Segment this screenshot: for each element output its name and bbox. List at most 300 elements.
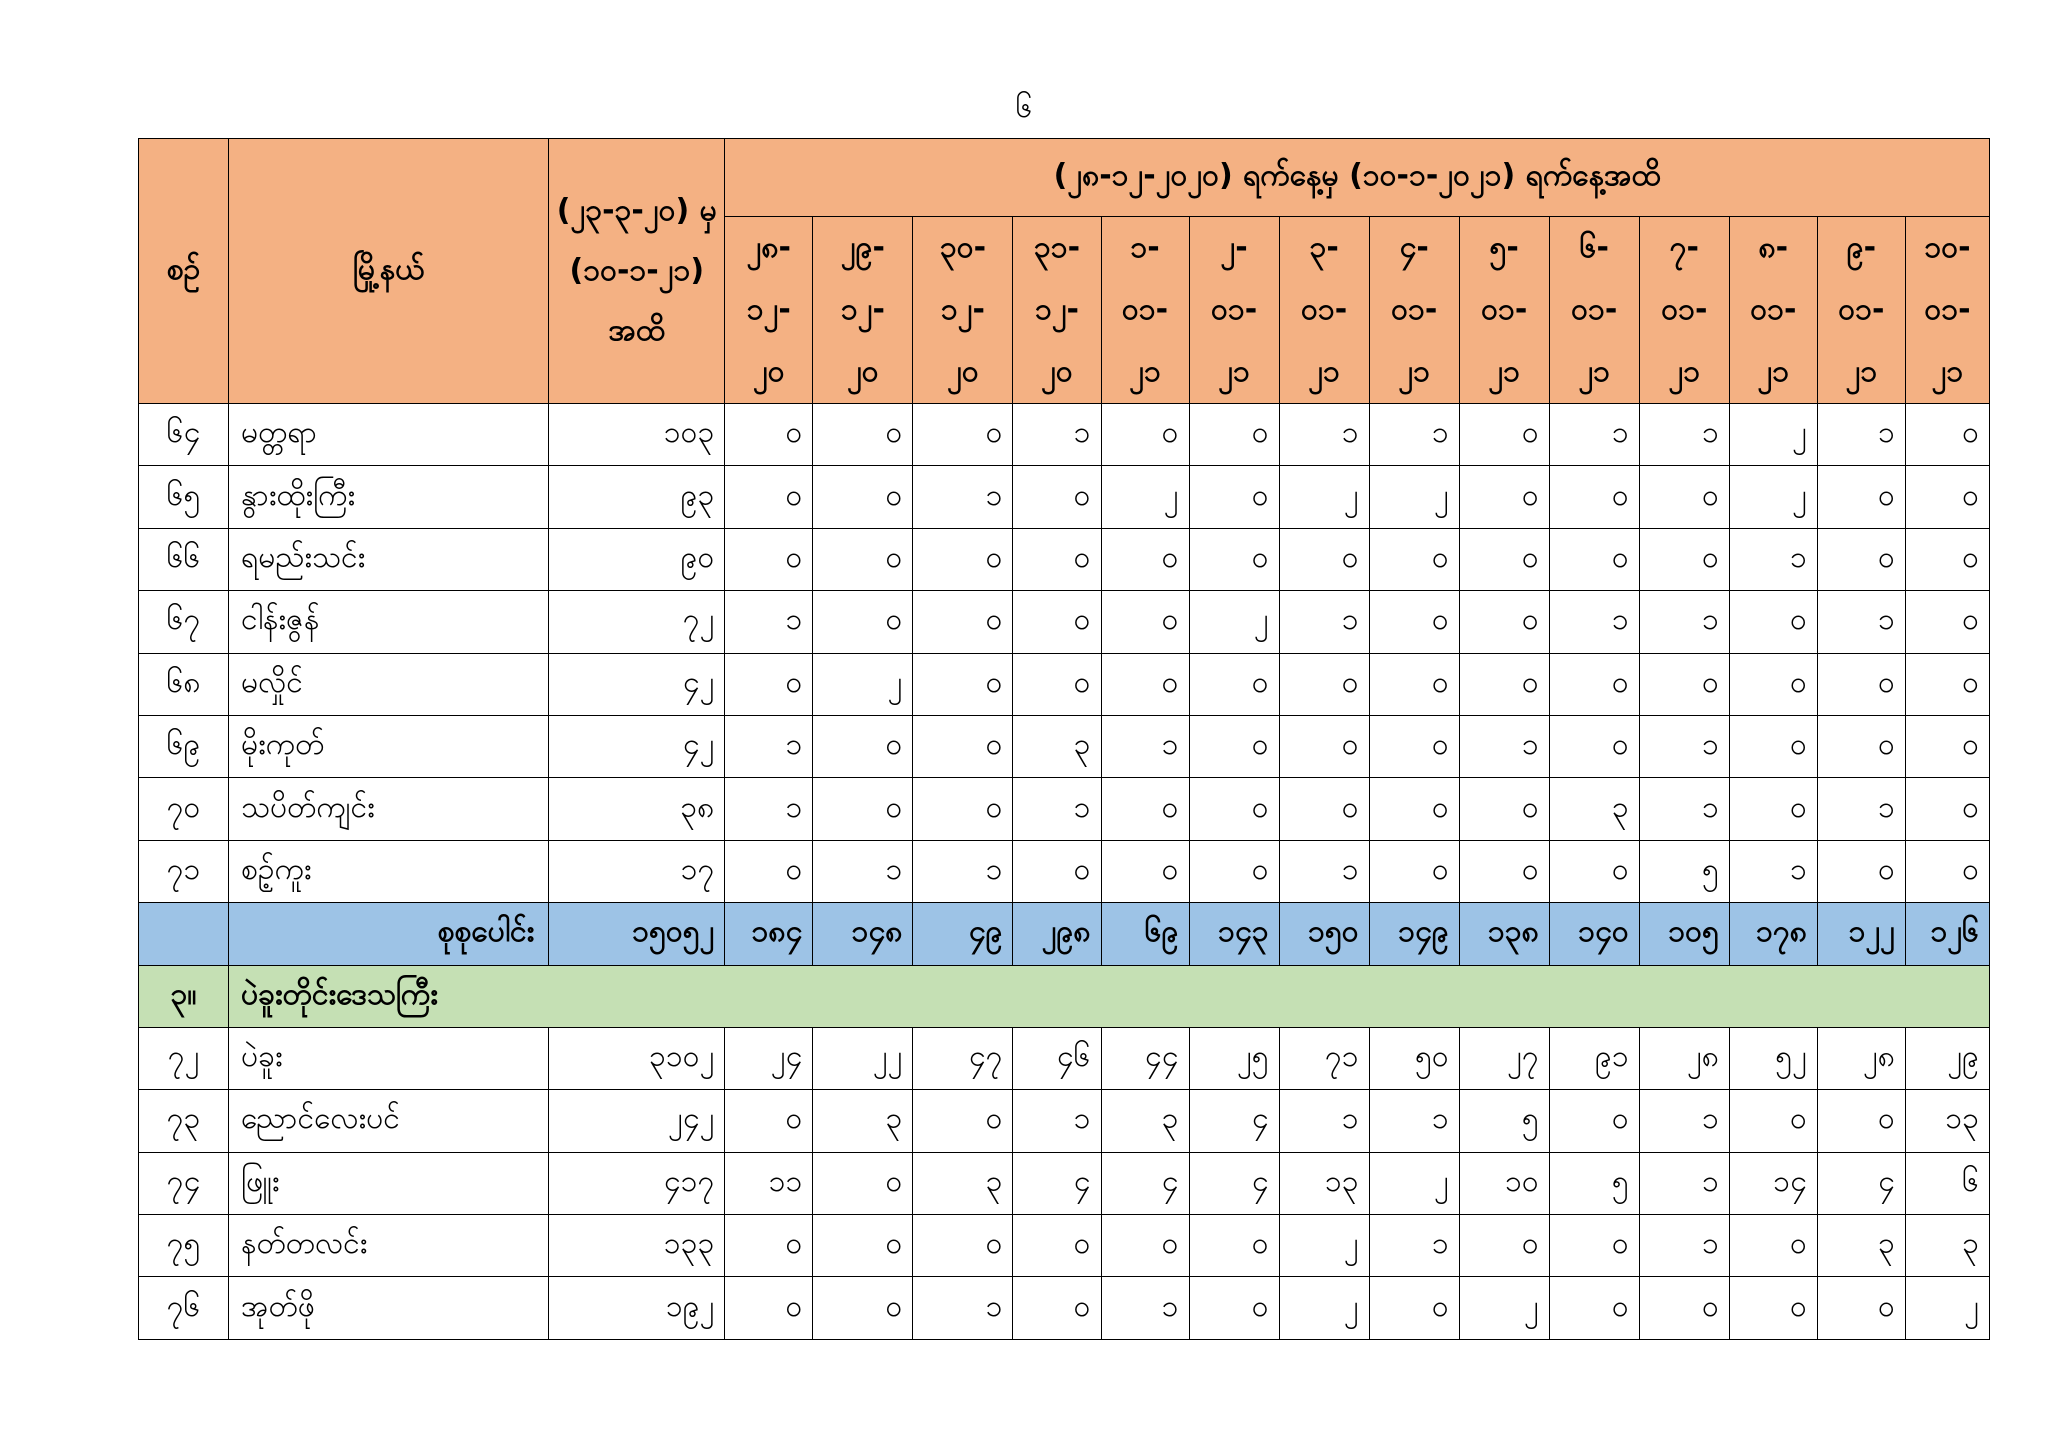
daily-total: ၁၂၆ — [1905, 903, 1989, 965]
daily-total: ၆၉ — [1101, 903, 1189, 965]
daily-count: ၀ — [1729, 1277, 1817, 1340]
header-date-part: ၂၁ — [1398, 354, 1430, 389]
daily-count: ၀ — [1189, 778, 1279, 840]
daily-count: ၀ — [1905, 404, 1989, 466]
table-row — [139, 653, 1990, 715]
header-date-part: ၀၁- — [1750, 292, 1797, 327]
daily-count: ၄ — [1013, 1152, 1101, 1214]
header-date-part: ၀၁- — [1481, 292, 1528, 327]
daily-count: ၀ — [813, 715, 913, 777]
daily-count: ၀ — [1189, 653, 1279, 715]
daily-count: ၀ — [1013, 1277, 1101, 1340]
daily-total: ၁၂၂ — [1817, 903, 1905, 965]
daily-count: ၀ — [1101, 653, 1189, 715]
total-row — [139, 903, 1990, 965]
daily-count: ၁ — [1101, 715, 1189, 777]
daily-count: ၀ — [1729, 591, 1817, 653]
daily-count: ၀ — [1905, 466, 1989, 528]
daily-count: ၀ — [1905, 715, 1989, 777]
daily-count: ၀ — [725, 528, 813, 590]
daily-count: ၁၀ — [1459, 1152, 1549, 1214]
daily-count: ၁ — [1459, 715, 1549, 777]
daily-count: ၀ — [1189, 715, 1279, 777]
daily-count: ၁ — [1013, 404, 1101, 466]
daily-count: ၀ — [913, 528, 1013, 590]
daily-total: ၁၇၈ — [1729, 903, 1817, 965]
daily-count: ၂ — [1279, 1277, 1369, 1340]
daily-count: ၀ — [1905, 840, 1989, 902]
table-row — [139, 1152, 1990, 1214]
row-number: ၇၀ — [139, 778, 229, 840]
header-date-part: ၇- — [1669, 230, 1699, 265]
daily-count: ၀ — [1459, 591, 1549, 653]
header-date-part: ၀၁- — [1391, 292, 1438, 327]
table-row — [139, 715, 1990, 777]
daily-count: ၄ — [1101, 1152, 1189, 1214]
header-date-part: ၀၁- — [1121, 292, 1169, 327]
daily-count: ၂ — [1101, 466, 1189, 528]
daily-count: ၀ — [1189, 1215, 1279, 1277]
daily-count: ၆ — [1905, 1152, 1989, 1214]
daily-count: ၀ — [1459, 1215, 1549, 1277]
daily-count: ၃ — [1549, 778, 1639, 840]
row-number: ၇၅ — [139, 1215, 229, 1277]
daily-count: ၀ — [725, 466, 813, 528]
daily-count: ၁ — [1817, 778, 1905, 840]
daily-count: ၀ — [1101, 1215, 1189, 1277]
table-row — [139, 840, 1990, 902]
daily-count: ၀ — [1729, 715, 1817, 777]
header-date-part: ၁၂- — [746, 292, 791, 327]
daily-count: ၂ — [1459, 1277, 1549, 1340]
daily-count: ၀ — [1905, 591, 1989, 653]
daily-count: ၁ — [1369, 404, 1459, 466]
daily-count: ၀ — [1189, 528, 1279, 590]
header-date — [1817, 217, 1905, 404]
daily-count: ၀ — [1013, 653, 1101, 715]
daily-count: ၁ — [1817, 591, 1905, 653]
daily-count: ၀ — [1905, 528, 1989, 590]
daily-count: ၀ — [1459, 653, 1549, 715]
header-date-part: ၂၁ — [1757, 354, 1790, 389]
daily-count: ၀ — [1279, 778, 1369, 840]
daily-count: ၀ — [1905, 653, 1989, 715]
header-date-part: ၆- — [1579, 230, 1609, 265]
daily-total: ၁၄၉ — [1369, 903, 1459, 965]
daily-count: ၃ — [1817, 1215, 1905, 1277]
table-row — [139, 1027, 1990, 1089]
daily-count: ၀ — [813, 404, 913, 466]
daily-count: ၃ — [913, 1152, 1013, 1214]
row-number: ၇၃ — [139, 1090, 229, 1152]
header-no: စဉ် — [139, 139, 229, 404]
header-date-part: ၈- — [1758, 230, 1789, 265]
daily-count: ၁ — [913, 1277, 1013, 1340]
daily-count: ၀ — [1549, 715, 1639, 777]
daily-count: ၀ — [1189, 404, 1279, 466]
daily-count: ၀ — [913, 591, 1013, 653]
daily-count: ၀ — [1639, 1277, 1729, 1340]
daily-count: ၀ — [913, 653, 1013, 715]
daily-count: ၁၁ — [725, 1152, 813, 1214]
daily-count: ၅ — [1639, 840, 1729, 902]
daily-count: ၀ — [1817, 715, 1905, 777]
daily-count: ၁ — [1639, 1090, 1729, 1152]
row-number: ၆၄ — [139, 404, 229, 466]
daily-count: ၄ — [1817, 1152, 1905, 1214]
daily-count: ၄၇ — [913, 1027, 1013, 1089]
daily-count: ၃ — [1101, 1090, 1189, 1152]
daily-count: ၂ — [1729, 466, 1817, 528]
row-number: ၆၅ — [139, 466, 229, 528]
township-name: ပဲခူး — [229, 1027, 549, 1089]
header-date-part: ၀၁- — [1301, 292, 1348, 327]
row-number: ၆၇ — [139, 591, 229, 653]
header-date — [1459, 217, 1549, 404]
header-date-part: ၂- — [1220, 230, 1248, 265]
daily-count: ၀ — [1817, 528, 1905, 590]
daily-count: ၀ — [913, 404, 1013, 466]
table-row — [139, 466, 1990, 528]
period-total: ၁၉၂ — [549, 1277, 725, 1340]
section-number: ၃။ — [139, 965, 229, 1027]
daily-count: ၂၅ — [1189, 1027, 1279, 1089]
header-date — [1101, 217, 1189, 404]
daily-count: ၀ — [1549, 466, 1639, 528]
daily-count: ၄ — [1189, 1090, 1279, 1152]
daily-count: ၀ — [1101, 591, 1189, 653]
daily-count: ၄၆ — [1013, 1027, 1101, 1089]
table-row — [139, 591, 1990, 653]
header-date-part: ၀၁- — [1838, 292, 1885, 327]
period-total: ၃၁၀၂ — [549, 1027, 725, 1089]
header-date — [1189, 217, 1279, 404]
daily-count: ၂ — [813, 653, 913, 715]
township-name: စဥ့်ကူး — [229, 840, 549, 902]
daily-count: ၂ — [1905, 1277, 1989, 1340]
daily-count: ၁ — [1279, 1090, 1369, 1152]
daily-count: ၀ — [1729, 1090, 1817, 1152]
header-date — [1013, 217, 1101, 404]
daily-count: ၀ — [1369, 591, 1459, 653]
period-total: ၄၂ — [549, 653, 725, 715]
table-header — [139, 139, 1990, 404]
section-title: ပဲခူးတိုင်းဒေသကြီး — [229, 965, 1990, 1027]
daily-count: ၀ — [813, 1152, 913, 1214]
period-total: ၄၂ — [549, 715, 725, 777]
daily-count: ၀ — [1279, 528, 1369, 590]
daily-total: ၁၅၀ — [1279, 903, 1369, 965]
daily-count: ၀ — [1817, 1277, 1905, 1340]
daily-count: ၁ — [813, 840, 913, 902]
daily-count: ၀ — [1369, 1277, 1459, 1340]
table-body — [139, 404, 1990, 1340]
daily-total: ၂၉၈ — [1013, 903, 1101, 965]
header-date-part: ၂၉- — [840, 230, 885, 265]
header-date-part: ၂၁ — [1218, 354, 1250, 389]
daily-count: ၀ — [1013, 528, 1101, 590]
daily-count: ၁ — [1639, 591, 1729, 653]
daily-count: ၁ — [1549, 591, 1639, 653]
row-number: ၇၄ — [139, 1152, 229, 1214]
daily-count: ၃ — [1013, 715, 1101, 777]
daily-count: ၀ — [1729, 778, 1817, 840]
daily-count: ၀ — [725, 1090, 813, 1152]
daily-count: ၁ — [725, 715, 813, 777]
daily-count: ၅၀ — [1369, 1027, 1459, 1089]
header-township: မြို့နယ် — [229, 139, 549, 404]
daily-count: ၀ — [1817, 1090, 1905, 1152]
daily-count: ၀ — [725, 404, 813, 466]
township-name: ဖြူး — [229, 1152, 549, 1214]
daily-count: ၀ — [813, 1215, 913, 1277]
period-total: ၉၃ — [549, 466, 725, 528]
total-label: စုစုပေါင်း — [229, 903, 549, 965]
daily-count: ၀ — [1549, 1090, 1639, 1152]
period-total: ၁၀၃ — [549, 404, 725, 466]
header-date-part: ၂၁ — [1845, 354, 1878, 389]
header-date — [725, 217, 813, 404]
header-date-part: ၃- — [1309, 230, 1339, 265]
daily-count: ၀ — [725, 840, 813, 902]
daily-count: ၀ — [1013, 466, 1101, 528]
daily-count: ၀ — [1101, 528, 1189, 590]
daily-count: ၀ — [1459, 528, 1549, 590]
daily-total: ၁၀၅ — [1639, 903, 1729, 965]
header-date-part: ၂၁ — [1931, 354, 1964, 389]
daily-count: ၁ — [1369, 1090, 1459, 1152]
daily-count: ၀ — [1369, 528, 1459, 590]
daily-count: ၁ — [1013, 1090, 1101, 1152]
header-date-part: ၅- — [1489, 230, 1519, 265]
daily-count: ၁ — [1101, 1277, 1189, 1340]
daily-count: ၁ — [1549, 404, 1639, 466]
daily-count: ၁ — [913, 840, 1013, 902]
daily-count: ၁ — [1279, 840, 1369, 902]
daily-count: ၀ — [1905, 778, 1989, 840]
daily-total: ၁၃၈ — [1459, 903, 1549, 965]
township-name: သပိတ်ကျင်း — [229, 778, 549, 840]
period-total: ၂၄၂ — [549, 1090, 725, 1152]
header-date-part: ၁၂- — [840, 292, 885, 327]
table-row — [139, 528, 1990, 590]
daily-count: ၂ — [1189, 591, 1279, 653]
daily-count: ၀ — [1459, 466, 1549, 528]
header-date-range: (၂၈-၁၂-၂၀၂၀) ရက်နေ့မှ (၁၀-၁-၂၀၂၁) ရက်နေ့အထိ — [725, 139, 1990, 217]
header-date-part: ၁၀- — [1924, 230, 1971, 265]
daily-count: ၀ — [1459, 778, 1549, 840]
daily-count: ၀ — [1817, 466, 1905, 528]
daily-count: ၁ — [725, 778, 813, 840]
daily-total: ၁၄၃ — [1189, 903, 1279, 965]
daily-count: ၀ — [1549, 840, 1639, 902]
header-date — [1549, 217, 1639, 404]
daily-count: ၀ — [1549, 1277, 1639, 1340]
daily-count: ၀ — [1639, 653, 1729, 715]
row-number: ၇၁ — [139, 840, 229, 902]
section-row — [139, 965, 1990, 1027]
row-number: ၆၆ — [139, 528, 229, 590]
township-name: ရမည်းသင်း — [229, 528, 549, 590]
daily-count: ၀ — [1189, 466, 1279, 528]
header-date-part: ၄- — [1399, 230, 1429, 265]
period-total: ၁၃၃ — [549, 1215, 725, 1277]
daily-count: ၂ — [1369, 466, 1459, 528]
period-total: ၄၁၇ — [549, 1152, 725, 1214]
daily-count: ၁ — [725, 591, 813, 653]
header-period: (၂၃-၃-၂၀) မှ (၁၀-၁-၂၁) အထိ — [549, 139, 725, 404]
township-name: မိုးကုတ် — [229, 715, 549, 777]
header-date-part: ၂၀ — [847, 354, 879, 389]
daily-count: ၀ — [1369, 715, 1459, 777]
daily-count: ၁ — [1369, 1215, 1459, 1277]
daily-count: ၀ — [1013, 591, 1101, 653]
daily-count: ၁ — [1013, 778, 1101, 840]
daily-count: ၀ — [1013, 840, 1101, 902]
daily-count: ၀ — [1369, 653, 1459, 715]
daily-count: ၀ — [1549, 528, 1639, 590]
header-date-part: ၀၁- — [1661, 292, 1708, 327]
header-date-part: ၂၁ — [1668, 354, 1701, 389]
daily-count: ၀ — [1549, 653, 1639, 715]
daily-total: ၁၄၈ — [813, 903, 913, 965]
daily-count: ၀ — [1101, 840, 1189, 902]
table-row — [139, 1090, 1990, 1152]
daily-count: ၁ — [1817, 404, 1905, 466]
daily-count: ၂၈ — [1639, 1027, 1729, 1089]
header-date-part: ၂၀ — [1041, 354, 1073, 389]
daily-count: ၀ — [1279, 715, 1369, 777]
daily-count: ၀ — [1013, 1215, 1101, 1277]
daily-count: ၁ — [1639, 1152, 1729, 1214]
daily-count: ၀ — [1729, 1215, 1817, 1277]
header-date-part: ၀၁- — [1924, 292, 1971, 327]
daily-count: ၃ — [813, 1090, 913, 1152]
daily-count: ၁ — [1279, 404, 1369, 466]
row-number: ၇၆ — [139, 1277, 229, 1340]
daily-count: ၀ — [813, 466, 913, 528]
row-number: ၆၈ — [139, 653, 229, 715]
header-date-part: ၉- — [1846, 230, 1877, 265]
daily-count: ၉၁ — [1549, 1027, 1639, 1089]
daily-count: ၀ — [1817, 653, 1905, 715]
header-date — [1729, 217, 1817, 404]
header-date-part: ၃၀- — [939, 230, 987, 265]
header-date-part: ၀၁- — [1210, 292, 1258, 327]
township-name: မတ္တရာ — [229, 404, 549, 466]
daily-total: ၄၉ — [913, 903, 1013, 965]
period-total: ၇၂ — [549, 591, 725, 653]
header-date — [913, 217, 1013, 404]
daily-total: ၁၈၄ — [725, 903, 813, 965]
header-date-part: ၂၀ — [947, 354, 979, 389]
daily-count: ၂ — [1729, 404, 1817, 466]
daily-count: ၄၄ — [1101, 1027, 1189, 1089]
daily-count: ၀ — [1639, 528, 1729, 590]
header-date-part: ၁၂- — [1034, 292, 1079, 327]
header-date — [1279, 217, 1369, 404]
daily-count: ၂ — [1279, 466, 1369, 528]
daily-count: ၀ — [725, 653, 813, 715]
daily-count: ၀ — [1549, 1215, 1639, 1277]
daily-count: ၂၈ — [1817, 1027, 1905, 1089]
daily-count: ၂ — [1279, 1215, 1369, 1277]
daily-count: ၁ — [1639, 715, 1729, 777]
daily-count: ၀ — [1189, 1277, 1279, 1340]
daily-count: ၀ — [1369, 840, 1459, 902]
daily-count: ၂ — [1369, 1152, 1459, 1214]
daily-count: ၀ — [1101, 778, 1189, 840]
daily-count: ၁ — [1729, 840, 1817, 902]
header-date-part: ၂၁ — [1308, 354, 1340, 389]
daily-count: ၁၃ — [1905, 1090, 1989, 1152]
daily-count: ၀ — [913, 778, 1013, 840]
daily-count: ၁၄ — [1729, 1152, 1817, 1214]
table-row — [139, 404, 1990, 466]
daily-count: ၅ — [1549, 1152, 1639, 1214]
header-row-top — [139, 139, 1990, 217]
header-date-part: ၂၀ — [753, 354, 785, 389]
header-date-part: ၂၁ — [1578, 354, 1611, 389]
township-name: အုတ်ဖို — [229, 1277, 549, 1340]
daily-count: ၂၉ — [1905, 1027, 1989, 1089]
daily-count: ၁ — [1729, 528, 1817, 590]
table-row — [139, 1215, 1990, 1277]
township-name: နွားထိုးကြီး — [229, 466, 549, 528]
header-date — [813, 217, 913, 404]
header-date-part: ၁၂- — [940, 292, 985, 327]
period-total: ၃၈ — [549, 778, 725, 840]
daily-count: ၀ — [813, 778, 913, 840]
total-row-number — [139, 903, 229, 965]
table-row — [139, 778, 1990, 840]
daily-total: ၁၄၀ — [1549, 903, 1639, 965]
daily-count: ၃ — [1905, 1215, 1989, 1277]
daily-count: ၁ — [1639, 778, 1729, 840]
daily-count: ၀ — [913, 715, 1013, 777]
daily-count: ၀ — [1459, 840, 1549, 902]
daily-count: ၀ — [813, 591, 913, 653]
township-name: ညောင်လေးပင် — [229, 1090, 549, 1152]
daily-count: ၀ — [1189, 840, 1279, 902]
daily-count: ၂၂ — [813, 1027, 913, 1089]
header-date — [1639, 217, 1729, 404]
daily-count: ၀ — [913, 1215, 1013, 1277]
header-date-part: ၂၈- — [746, 230, 791, 265]
row-number: ၇၂ — [139, 1027, 229, 1089]
township-name: မလှိုင် — [229, 653, 549, 715]
daily-count: ၀ — [1459, 404, 1549, 466]
daily-count: ၁ — [1279, 591, 1369, 653]
daily-count: ၀ — [725, 1215, 813, 1277]
township-name: နတ်တလင်း — [229, 1215, 549, 1277]
daily-count: ၁ — [1639, 1215, 1729, 1277]
header-date-part: ၃၁- — [1033, 230, 1081, 265]
header-date-part: ၂၁ — [1129, 354, 1161, 389]
daily-count: ၂၄ — [725, 1027, 813, 1089]
period-total: ၁၇ — [549, 840, 725, 902]
daily-count: ၄ — [1189, 1152, 1279, 1214]
daily-count: ၀ — [725, 1277, 813, 1340]
daily-count: ၀ — [1369, 778, 1459, 840]
header-date — [1369, 217, 1459, 404]
daily-count: ၀ — [813, 1277, 913, 1340]
daily-count: ၂၇ — [1459, 1027, 1549, 1089]
daily-count: ၀ — [1639, 466, 1729, 528]
daily-count: ၁ — [913, 466, 1013, 528]
daily-count: ၁ — [1639, 404, 1729, 466]
daily-count: ၅၂ — [1729, 1027, 1817, 1089]
